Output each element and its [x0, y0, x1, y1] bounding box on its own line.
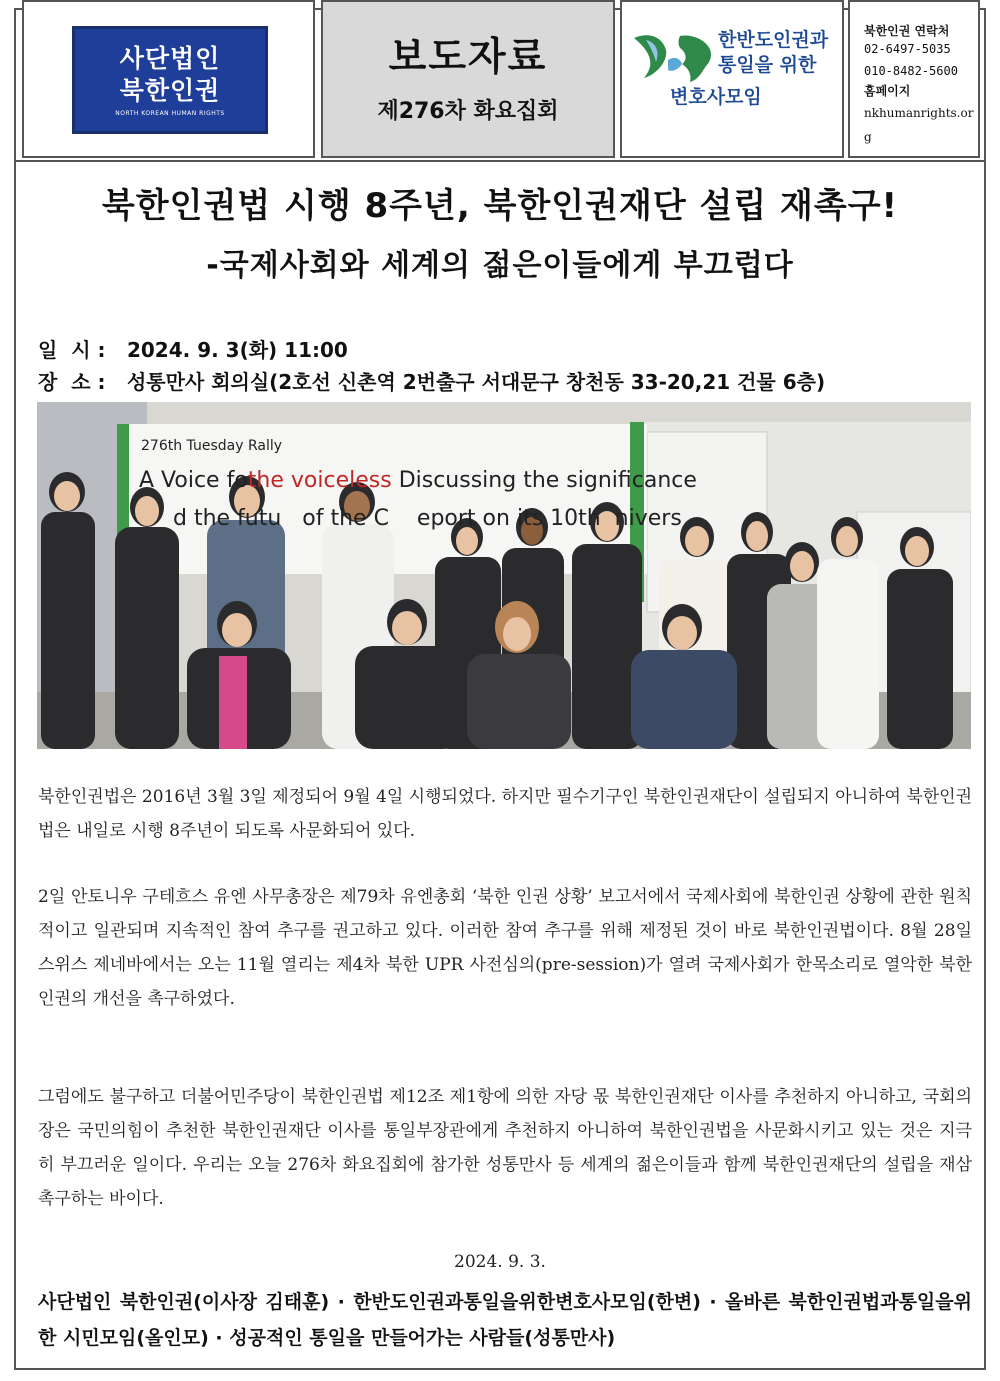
event-date-label: 일 시 :	[38, 338, 106, 362]
org-logo-line1: 사단법인	[119, 44, 221, 73]
press-release-cell	[321, 0, 615, 158]
lawyers-logo-line3: 변호사모임	[670, 86, 762, 108]
signing-organizations: 사단법인 북한인권(이사장 김태훈) · 한반도인권과통일을위한변호사모임(한변) · 올바른 북한인권법과통일을위한 시민모임(올인모) · 성공적인 통일을 만들어가는 사람들(성통만사)	[38, 1291, 972, 1349]
body-paragraph-2: 2일 안토니우 구테흐스 유엔 사무총장은 제79차 유엔총회 ‘북한 인권 상황’ 보고서에서 국제사회에 북한인권 상황에 관한 원칙적이고 일관되며 지속적인 참여 추구를 권고하고 있다. 이러한 참여 추구를 위해 제정된 것이 바로 북한인권법이다. 8월 28일 스위스 제네바에서는 오는 11월 열리는 제4차 북한 UPR 사전심의(pre-session)가 열려 국제사회가 한목소리로 열악한 북한인권의 개선을 촉구하였다.	[38, 887, 972, 1009]
event-place-value: 성통만사 회의실(2호선 신촌역 2번출구 서대문구 창천동 33-20,21 건물 6층)	[126, 370, 826, 394]
lawyers-logo-cell	[620, 0, 844, 158]
event-date	[38, 334, 348, 363]
banner-line1-red: the voiceless	[247, 468, 392, 493]
release-date: 2024. 9. 3.	[454, 1252, 546, 1272]
group-photo-illustration	[37, 402, 971, 749]
org-logo	[72, 26, 268, 134]
header-divider	[14, 160, 986, 162]
contact-phone-2: 010-8482-5600	[864, 64, 958, 78]
banner-line1-a: A Voice fo	[139, 468, 248, 493]
press-release-subtitle: 제276차 화요집회	[377, 99, 559, 124]
homepage-url[interactable]: nkhumanrights.org	[864, 106, 974, 144]
org-logo-line2: 북한인권	[119, 76, 221, 105]
banner-line1-b: Discussing the significance	[391, 468, 697, 493]
event-place-label: 장 소 :	[38, 370, 106, 394]
group-photo	[37, 402, 971, 749]
korea-peninsula-logo-icon	[628, 30, 720, 86]
contact-cell	[848, 0, 980, 158]
banner-line2: d the futu of the C eport on its 10th nivers	[173, 506, 682, 531]
header-row	[22, 0, 980, 160]
banner-line1	[139, 468, 697, 493]
lawyers-logo-line2: 통일을 위한	[718, 54, 817, 76]
homepage-label: 홈페이지	[864, 84, 911, 98]
body-paragraph-3: 그럼에도 불구하고 더불어민주당이 북한인권법 제12조 제1항에 의한 자당 몫 북한인권재단 이사를 추천하지 아니하고, 국회의장은 국민의힘이 추천한 북한인권재단 이사를 통일부장관에게 추천하지 아니하여 북한인권법을 사문화시키고 있는 것은 지극히 부끄러운 일이다. 우리는 오늘 276차 화요집회에 참가한 성통만사 등 세계의 젊은이들과 함께 북한인권재단의 설립을 재삼 촉구하는 바이다.	[38, 1087, 972, 1209]
press-release-title: 보도자료	[388, 35, 548, 80]
lawyers-logo-text	[718, 28, 828, 78]
org-logo-line3: NORTH KOREAN HUMAN RIGHTS	[115, 110, 225, 117]
banner-title: 276th Tuesday Rally	[141, 438, 283, 454]
event-date-value: 2024. 9. 3(화) 11:00	[126, 338, 348, 362]
contact-phone-1: 02-6497-5035	[864, 42, 951, 56]
headline: 북한인권법 시행 8주년, 북한인권재단 설립 재촉구!	[101, 186, 899, 226]
org-logo-cell	[22, 0, 315, 158]
body-paragraph-1: 북한인권법은 2016년 3월 3일 제정되어 9월 4일 시행되었다. 하지만 필수기구인 북한인권재단이 설립되지 아니하여 북한인권법은 내일로 시행 8주년이 되도록 사문화되어 있다.	[38, 787, 973, 841]
event-place	[38, 366, 825, 395]
lawyers-logo-line1: 한반도인권과	[718, 29, 829, 51]
sub-headline: -국제사회와 세계의 젊은이들에게 부끄럽다	[206, 248, 794, 283]
contact-title: 북한인권 연락처	[864, 24, 950, 38]
